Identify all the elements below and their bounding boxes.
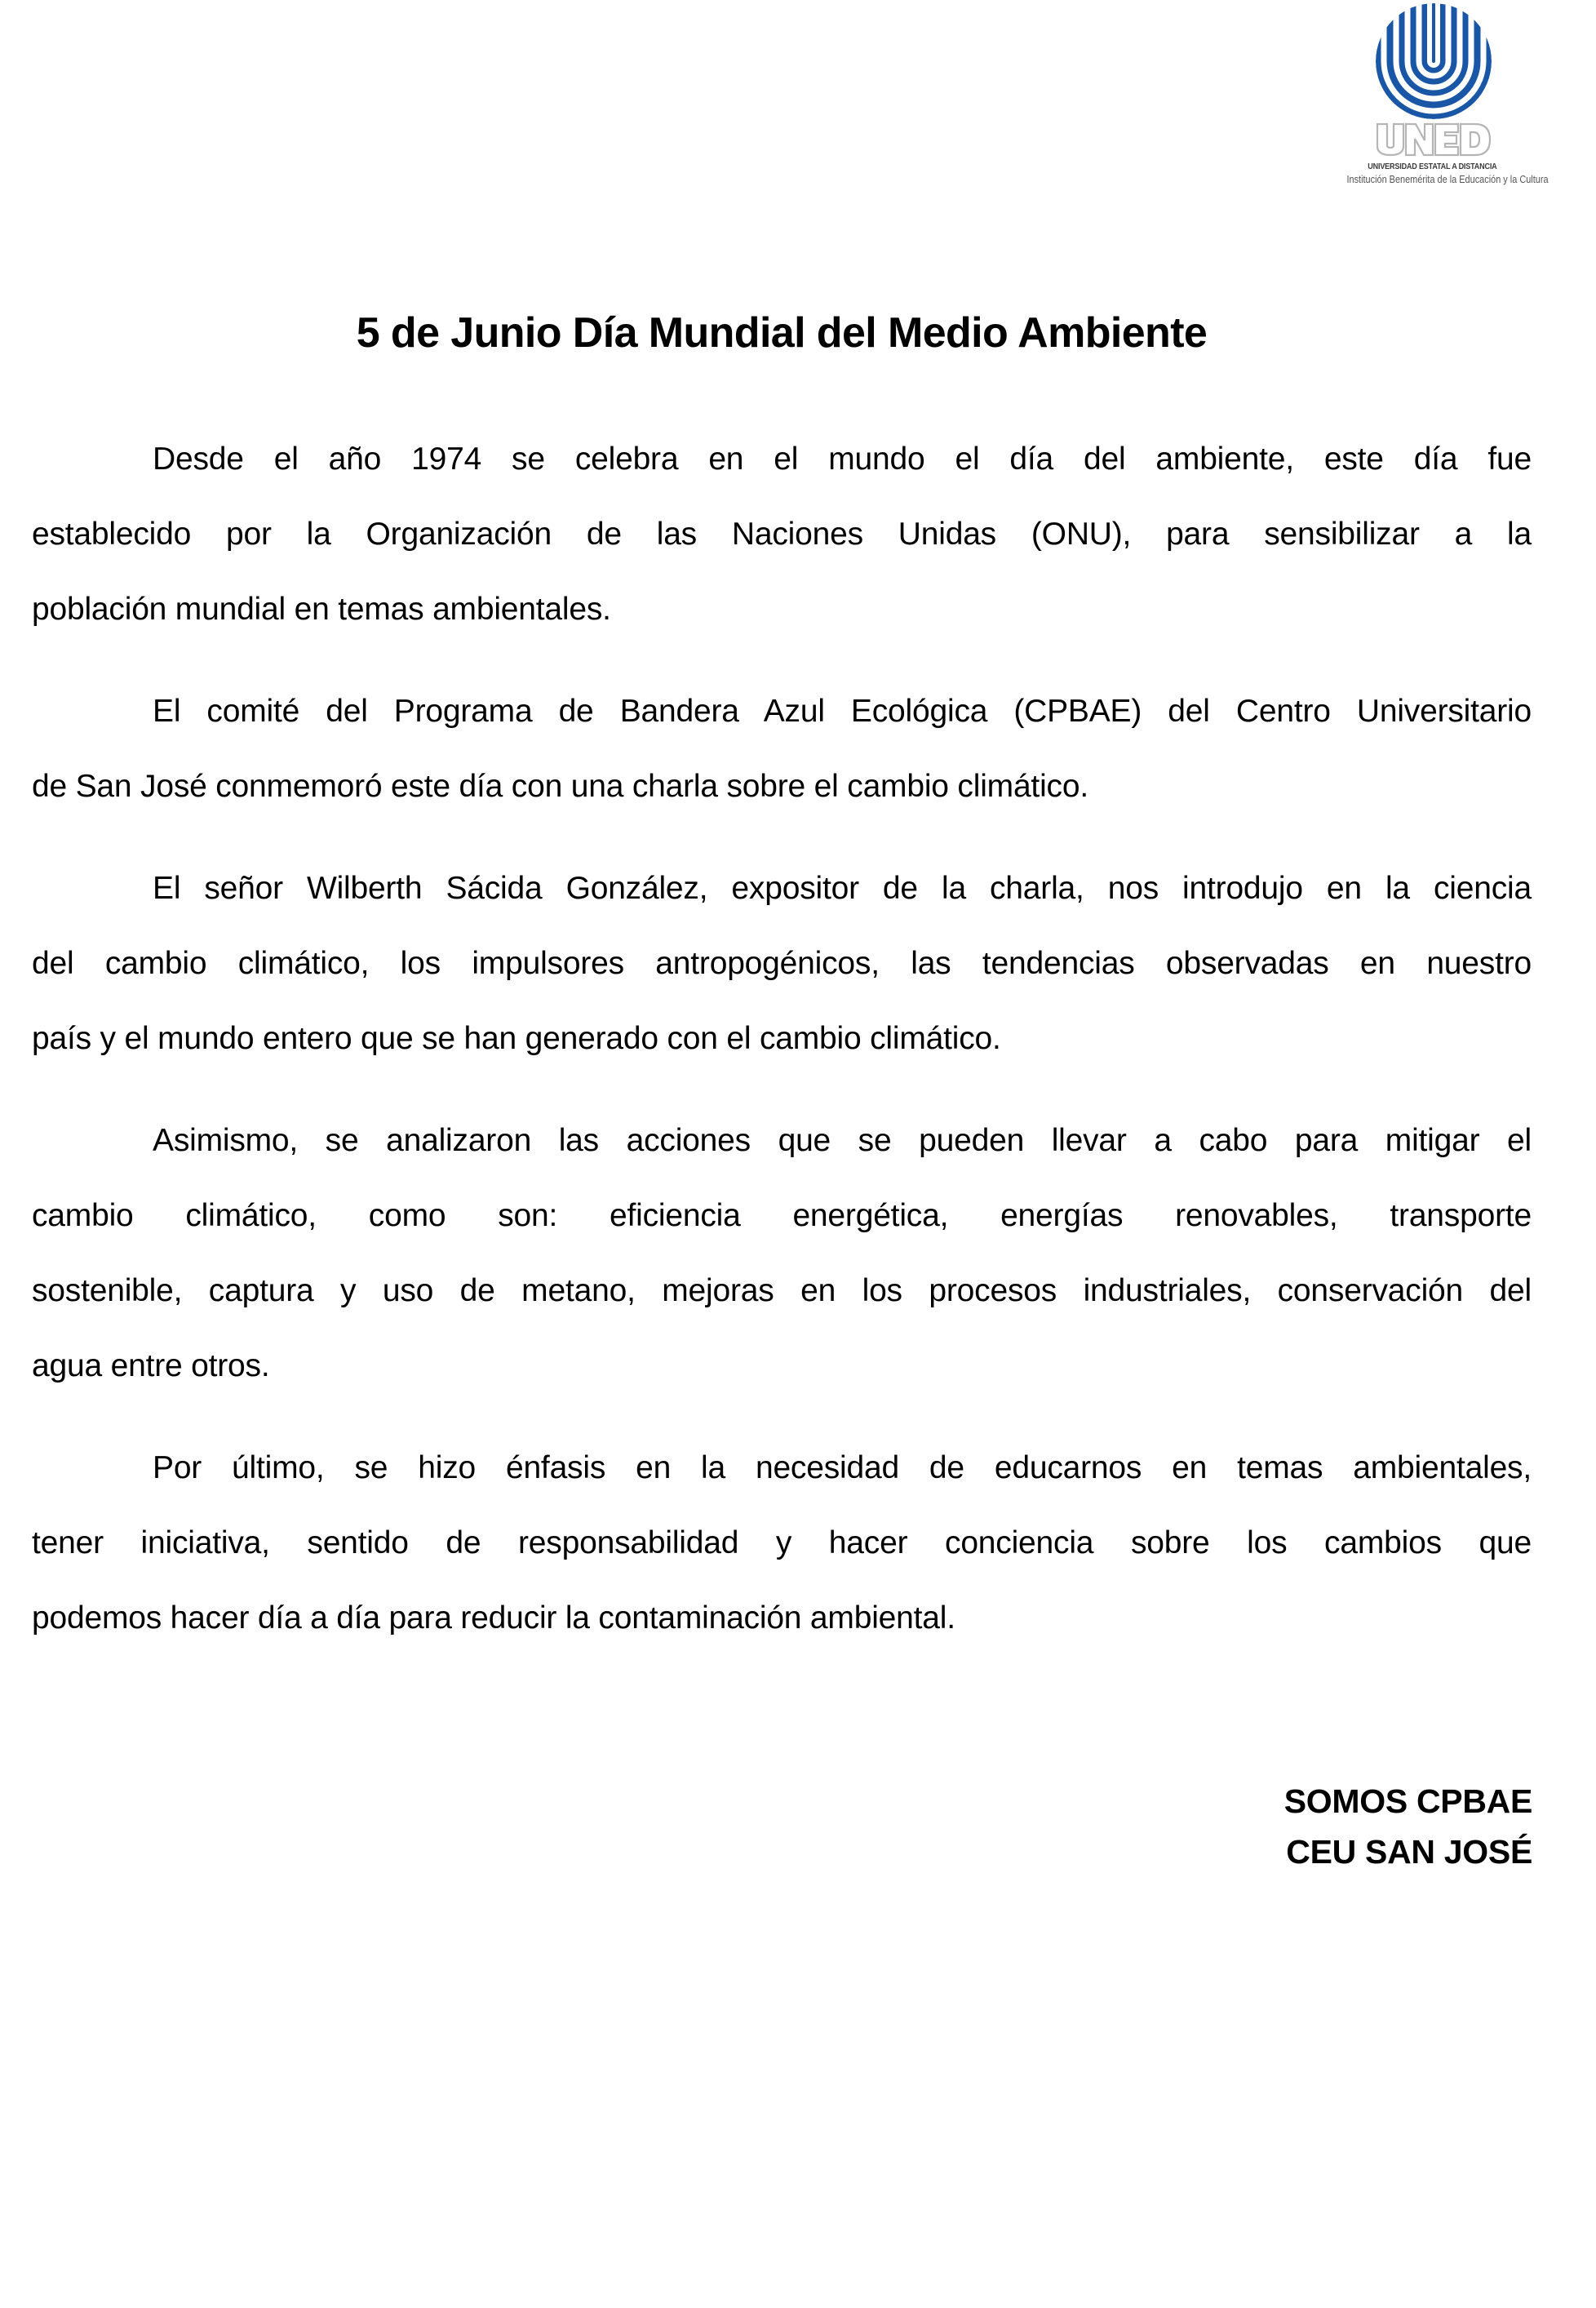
signature-block <box>1284 1776 1532 1877</box>
paragraph-line: establecido por la Organización de las Naciones Unidas (ONU), para sensibilizar a la <box>32 517 1532 552</box>
paragraph-line: del cambio climático, los impulsores antropogénicos, las tendencias observadas en nuestro <box>32 946 1532 981</box>
paragraph-line: Por último, se hizo énfasis en la necesidad de educarnos en temas ambientales, <box>153 1450 1532 1485</box>
paragraph-4 <box>32 1103 1532 1404</box>
paragraph-line: tener iniciativa, sentido de responsabilidad y hacer conciencia sobre los cambios que <box>32 1525 1532 1560</box>
uned-wordmark-icon <box>1376 122 1492 157</box>
signature-line-2: CEU SAN JOSÉ <box>1286 1833 1532 1871</box>
uned-emblem-icon <box>1375 2 1492 121</box>
paragraph-line: cambio climático, como son: eficiencia energética, energías renovables, transporte <box>32 1198 1532 1233</box>
signature-line-1: SOMOS CPBAE <box>1283 1782 1532 1820</box>
paragraph-5 <box>32 1431 1532 1656</box>
paragraph-1 <box>32 422 1532 647</box>
document-title: 5 de Junio Día Mundial del Medio Ambiente <box>356 309 1208 357</box>
paragraph-line: Desde el año 1974 se celebra en el mundo el día del ambiente, este día fue <box>153 442 1532 477</box>
paragraph-line: país y el mundo entero que se han generado con el cambio climático. <box>32 1021 1001 1056</box>
paragraph-2 <box>32 674 1532 824</box>
uned-logo <box>1330 0 1549 196</box>
paragraph-line: podemos hacer día a día para reducir la contaminación ambiental. <box>32 1600 955 1636</box>
paragraph-line: Asimismo, se analizaron las acciones que se pueden llevar a cabo para mitigar el <box>153 1123 1532 1158</box>
paragraph-line: agua entre otros. <box>32 1348 270 1383</box>
logo-tagline: Institución Benemérita de la Educación y la Cultura <box>1346 173 1549 185</box>
document-body <box>32 422 1532 1683</box>
paragraph-line: sostenible, captura y uso de metano, mejoras en los procesos industriales, conservación del <box>32 1273 1532 1308</box>
paragraph-3 <box>32 851 1532 1076</box>
paragraph-line: población mundial en temas ambientales. <box>32 592 611 627</box>
paragraph-line: de San José conmemoró este día con una charla sobre el cambio climático. <box>32 769 1088 804</box>
paragraph-line: El señor Wilberth Sácida González, expositor de la charla, nos introdujo en la ciencia <box>153 871 1532 906</box>
logo-university-name: UNIVERSIDAD ESTATAL A DISTANCIA <box>1368 162 1497 171</box>
paragraph-line: El comité del Programa de Bandera Azul Ecológica (CPBAE) del Centro Universitario <box>153 694 1532 729</box>
